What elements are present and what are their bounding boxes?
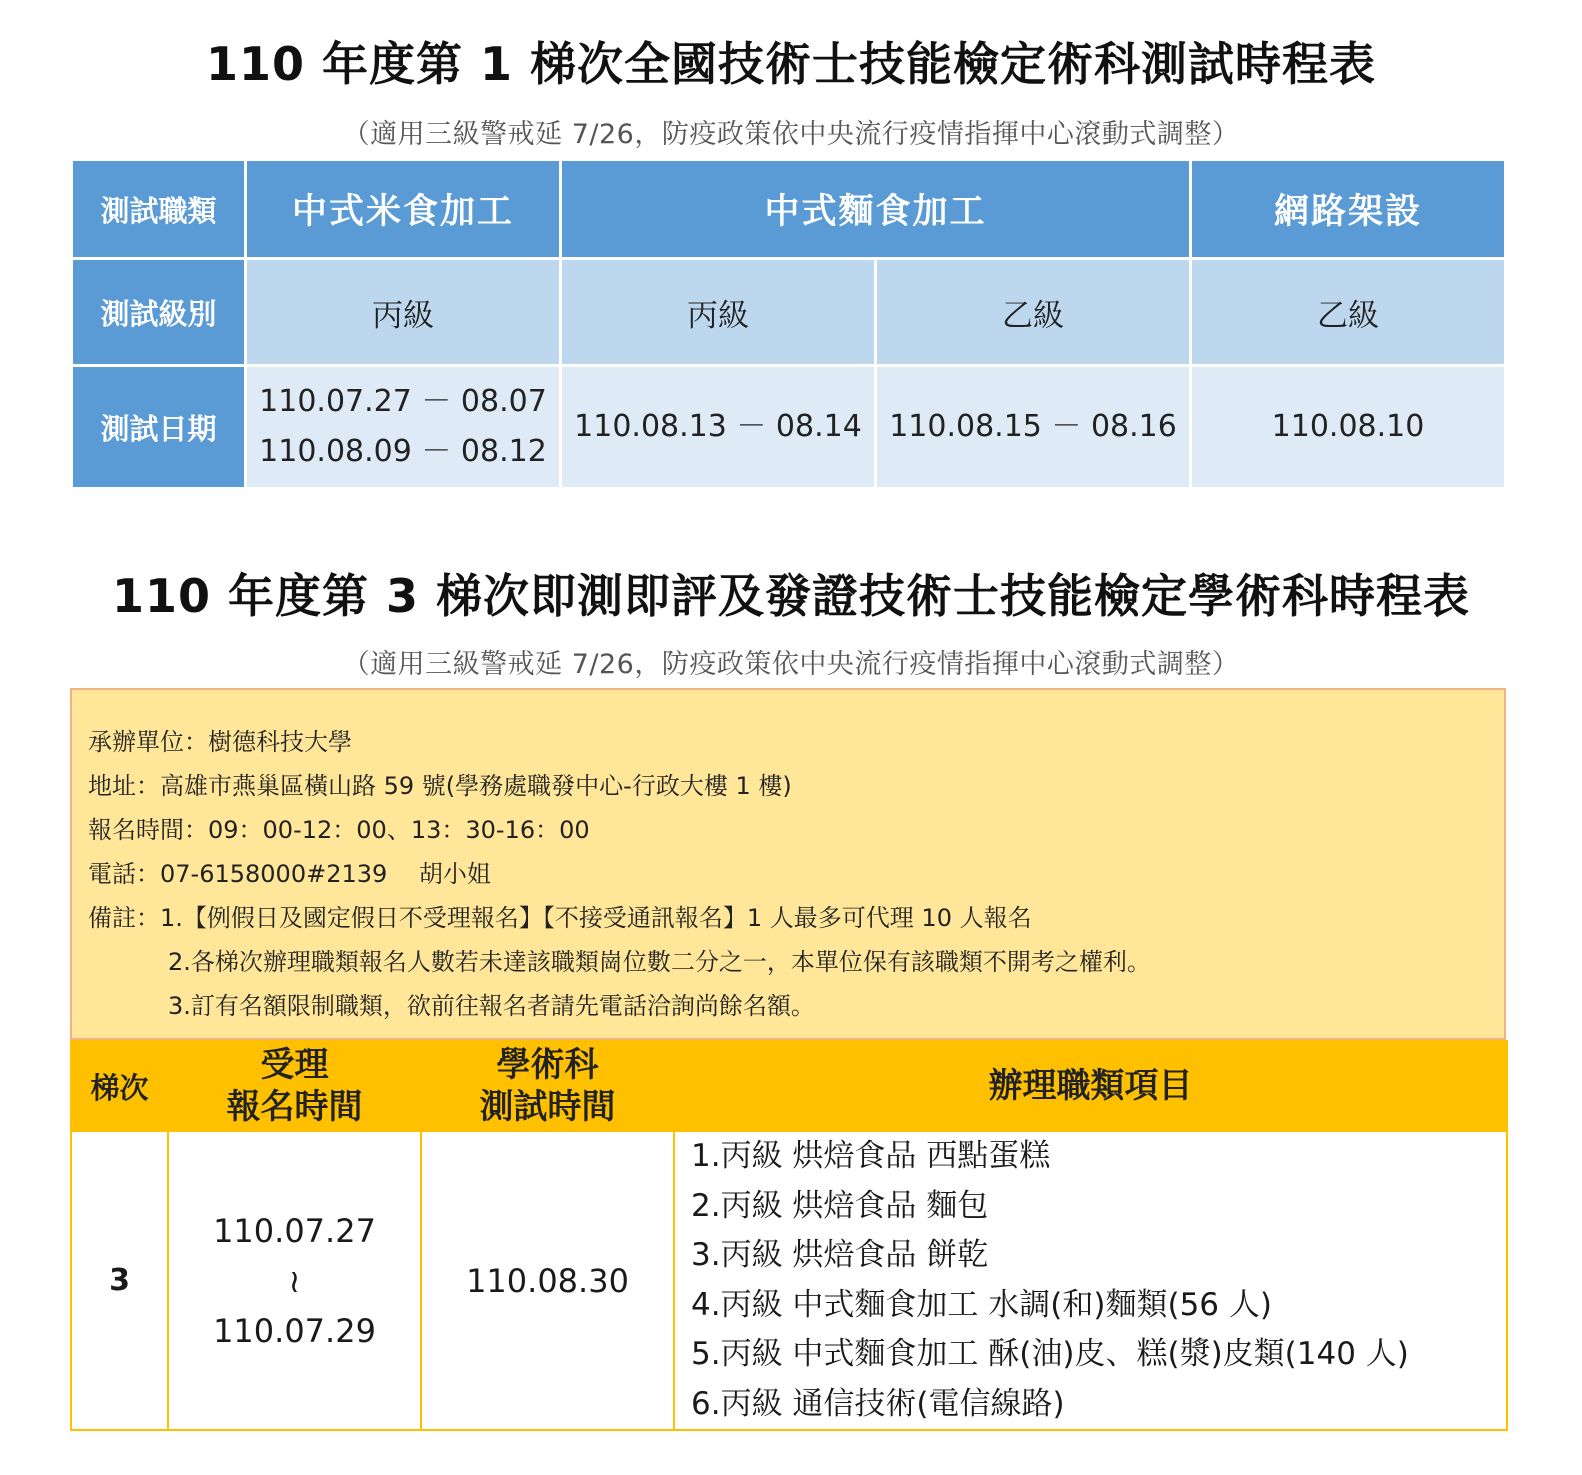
registration-start: 110.07.27 [213, 1211, 376, 1250]
organizer-line: 承辦單位：樹德科技大學 [88, 728, 352, 756]
note-line: 3.訂有名額限制職類，欲前往報名者請先電話洽詢尚餘名額。 [168, 992, 815, 1020]
date-cell [246, 366, 561, 489]
phone-line: 電話：07-6158000#2139 胡小姐 [88, 860, 491, 888]
header-seq: 梯次 [71, 1041, 168, 1131]
list-item: 3.丙級 烘焙食品 餅乾 [691, 1237, 989, 1273]
level-cell: 乙級 [876, 259, 1191, 366]
trade-cell: 中式米食加工 [246, 160, 561, 259]
registration-separator: ≀ [288, 1261, 301, 1300]
date-cell [1191, 366, 1506, 489]
list-item: 4.丙級 中式麵食加工 水調(和)麵類(56 人) [691, 1286, 1272, 1323]
list-item: 2.丙級 烘焙食品 麵包 [691, 1187, 989, 1224]
date-range: 110.08.13 － 08.14 [574, 409, 862, 444]
header-exam [421, 1041, 674, 1131]
date-range: 110.08.15 － 08.16 [889, 409, 1177, 444]
list-item: 1.丙級 烘焙食品 西點蛋糕 [691, 1138, 1051, 1174]
row-header-trade: 測試職類 [72, 160, 246, 259]
hours-line: 報名時間：09：00-12：00、13：30-16：00 [88, 816, 590, 844]
exam-date: 110.08.30 [421, 1131, 674, 1430]
schedule-subtitle-1: （適用三級警戒延 7/26，防疫政策依中央流行疫情指揮中心滾動式調整） [342, 119, 1240, 150]
trade-items [674, 1131, 1507, 1430]
seq-value: 3 [71, 1131, 168, 1430]
schedule-subtitle-2: （適用三級警戒延 7/26，防疫政策依中央流行疫情指揮中心滾動式調整） [342, 649, 1240, 680]
date-range: 110.07.27 － 08.07 [259, 384, 547, 419]
registration-end: 110.07.29 [213, 1311, 376, 1350]
level-row [72, 259, 1506, 366]
table-row [71, 1131, 1507, 1430]
trade-cell: 網路架設 [1191, 160, 1506, 259]
schedule-table-2 [70, 1040, 1508, 1431]
schedule-title-1: 110 年度第 1 梯次全國技術士技能檢定術科測試時程表 [205, 37, 1377, 91]
row-header-level: 測試級別 [72, 259, 246, 366]
header-registration [168, 1041, 421, 1131]
level-cell: 乙級 [1191, 259, 1506, 366]
header-items: 辦理職類項目 [674, 1041, 1507, 1131]
note-line: 2.各梯次辦理職類報名人數若未達該職類崗位數二分之一，本單位保有該職類不開考之權利。 [168, 948, 1151, 976]
header-exam-line: 測試時間 [479, 1087, 616, 1127]
list-item: 6.丙級 通信技術(電信線路) [691, 1385, 1065, 1422]
date-row [72, 366, 1506, 489]
header-registration-line: 受理 [260, 1045, 329, 1085]
trade-row [72, 160, 1506, 259]
header-exam-line: 學術科 [496, 1045, 599, 1085]
schedule-title-2: 110 年度第 3 梯次即測即評及發證技術士技能檢定學術科時程表 [111, 569, 1471, 623]
date-cell [876, 366, 1191, 489]
registration-period [168, 1131, 421, 1430]
date-range: 110.08.09 － 08.12 [259, 434, 547, 469]
address-line: 地址：高雄市燕巢區橫山路 59 號(學務處職發中心-行政大樓 1 樓) [88, 772, 792, 800]
note-line: 備註：1.【例假日及國定假日不受理報名】【不接受通訊報名】1 人最多可代理 10 人報名 [88, 904, 1032, 932]
info-box [70, 688, 1506, 1040]
level-cell: 丙級 [246, 259, 561, 366]
level-cell: 丙級 [561, 259, 876, 366]
row-header-date: 測試日期 [72, 366, 246, 489]
date-cell [561, 366, 876, 489]
trade-cell: 中式麵食加工 [561, 160, 1191, 259]
list-item: 5.丙級 中式麵食加工 酥(油)皮、糕(漿)皮類(140 人) [691, 1336, 1409, 1372]
header-registration-line: 報名時間 [226, 1087, 363, 1127]
table-header-row [71, 1041, 1507, 1131]
schedule-table-1 [70, 158, 1507, 490]
date-range: 110.08.10 [1271, 409, 1425, 444]
